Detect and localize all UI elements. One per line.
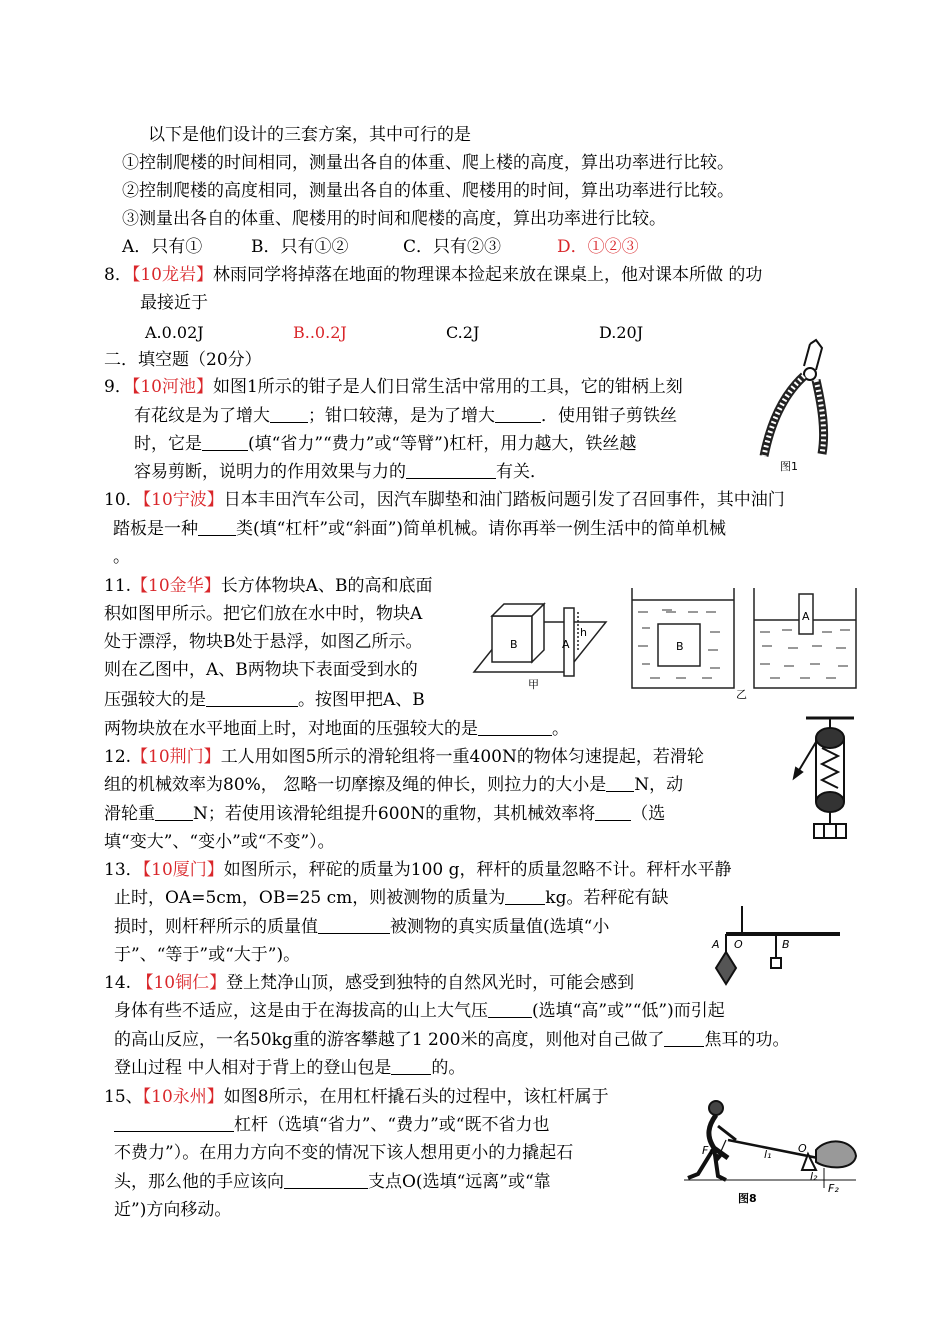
q15-line-5: 近”)方向移动。: [114, 1200, 232, 1220]
question-number: 8．: [104, 265, 132, 285]
q7-choice-c: C．只有②③: [403, 237, 502, 257]
question-text: 如图所示，秤砣的质量为100 g，秤杆的质量忽略不计。秤杆水平静: [223, 860, 732, 880]
q11-line-5: [104, 689, 425, 711]
text: 。: [552, 719, 569, 739]
text: 类(填“杠杆”或“斜面”)简单机械。请你再举一例生活中的简单机械: [236, 519, 727, 539]
text: 。按图甲把A、B: [298, 690, 425, 710]
figure-label-yi: 乙: [736, 688, 747, 700]
label-b: B: [676, 640, 684, 653]
q12-line-2: [104, 774, 683, 796]
q8-choice-d: D.20J: [599, 323, 644, 342]
text: 组的机械效率为80%， 忽略一切摩擦及绳的伸长，则拉力的大小是: [104, 775, 607, 795]
question-number: 9．: [104, 377, 132, 397]
figure-label-jia: 甲: [528, 678, 539, 691]
q11-line-6: [104, 718, 569, 740]
q8-choice-b: B..0.2J: [293, 323, 347, 342]
q14-line-1: [104, 972, 634, 994]
source-tag: 【10宁波】: [142, 490, 224, 510]
text: 两物块放在水平地面上时，对地面的压强较大的是: [104, 719, 478, 739]
q10-line-1: [104, 489, 785, 511]
label-a: A: [712, 938, 720, 951]
figure-caption: 图1: [780, 460, 798, 473]
question-number: 11.: [104, 576, 132, 596]
q14-line-4: [114, 1057, 465, 1079]
question-text: 日本丰田汽车公司，因汽车脚垫和油门踏板问题引发了召回事件，其中油门: [223, 490, 785, 510]
text: 登山过程 中人相对于背上的登山包是: [114, 1058, 392, 1078]
answer-blank[interactable]: [505, 888, 545, 905]
answer-blank[interactable]: [318, 917, 390, 934]
source-tag: 【10龙岩】: [131, 265, 213, 285]
text: 止时，OA=5cm，OB=25 cm，则被测物的质量为: [114, 888, 506, 908]
source-tag: 【10荆门】: [131, 747, 221, 767]
answer-blank[interactable]: [198, 519, 236, 536]
text: N，动: [634, 775, 684, 795]
pliers-figure: [752, 336, 842, 476]
answer-blank[interactable]: [495, 406, 541, 423]
q7-option-3: ③测量出各自的体重、爬楼用的时间和爬楼的高度，算出功率进行比较。: [122, 209, 666, 229]
lever-figure: [678, 1096, 858, 1206]
q15-line-4: [114, 1171, 551, 1193]
text: 杠杆（选填“省力”、“费力”或“既不省力也: [234, 1115, 550, 1135]
q11-line-2: 积如图甲所示。把它们放在水中时，物块A: [104, 604, 423, 624]
text: 身体有些不适应，这是由于在海拔高的山上大气压: [114, 1001, 488, 1021]
q11-line-4: 则在乙图中，A、B两物块下表面受到水的: [104, 660, 418, 680]
source-tag: 【10厦门】: [142, 860, 224, 880]
q13-line-4: 于”、“等于”或“大于”)。: [114, 945, 301, 965]
label-f2: F₂: [828, 1182, 839, 1195]
answer-blank[interactable]: [606, 775, 634, 792]
q7-option-1: ①控制爬楼的时间相同，测量出各自的体重、爬上楼的高度，算出功率进行比较。: [122, 153, 734, 173]
q9-line-1: [104, 376, 683, 398]
q8-line-2: 最接近于: [140, 293, 208, 313]
q8-line-1: [104, 264, 762, 286]
q8-choice-a: A.0.02J: [145, 323, 204, 342]
source-tag: 【10永州】: [142, 1087, 224, 1107]
answer-blank[interactable]: [270, 406, 308, 423]
answer-blank[interactable]: [391, 1058, 431, 1075]
q10-line-2: [113, 518, 726, 540]
answer-blank[interactable]: [488, 1001, 532, 1018]
answer-blank[interactable]: [664, 1030, 704, 1047]
source-tag: 【10铜仁】: [136, 973, 227, 993]
q7-choice-d: D．①②③: [557, 237, 639, 257]
answer-blank[interactable]: [284, 1172, 368, 1189]
text: 时，它是: [134, 434, 202, 454]
label-b: B: [782, 938, 790, 951]
label-a: A: [802, 610, 810, 623]
text: ．使用钳子剪铁丝: [541, 406, 677, 426]
answer-blank[interactable]: [206, 690, 298, 707]
text: 容易剪断，说明力的作用效果与力的: [134, 462, 406, 482]
question-text: 长方体物块A、B的高和底面: [220, 576, 433, 596]
question-text: 工人用如图5所示的滑轮组将一重400N的物体匀速提起，若滑轮: [220, 747, 704, 767]
text: 被测物的真实质量值(选填“小: [390, 917, 610, 937]
label-f1: F₁: [702, 1144, 713, 1157]
q7-option-2: ②控制爬楼的高度相同，测量出各自的体重、爬楼用的时间，算出功率进行比较。: [122, 181, 734, 201]
q15-line-2: [114, 1114, 549, 1136]
q13-line-1: [104, 859, 732, 881]
label-l1: l₁: [764, 1148, 772, 1161]
text: 踏板是一种: [113, 519, 198, 539]
q12-line-1: [104, 746, 704, 768]
text: 的。: [431, 1058, 466, 1078]
section-title: 二．填空题（20分）: [104, 350, 262, 370]
answer-blank[interactable]: [406, 462, 496, 479]
question-text: 如图8所示，在用杠杆撬石头的过程中，该杠杆属于: [223, 1087, 609, 1107]
text: 支点O(选填“远离”或“靠: [368, 1172, 551, 1192]
label-h: h: [580, 626, 587, 639]
q10-line-3: 。: [113, 547, 130, 567]
text: N；若使用该滑轮组提升600N的重物，其机械效率将: [193, 804, 596, 824]
q14-line-2: [114, 1000, 725, 1022]
q9-line-2: [134, 405, 677, 427]
q9-line-3: [134, 433, 636, 455]
text: 压强较大的是: [104, 690, 206, 710]
answer-blank[interactable]: [114, 1115, 234, 1132]
label-b: B: [510, 638, 518, 651]
text: 头，那么他的手应该向: [114, 1172, 284, 1192]
label-o: O: [798, 1142, 807, 1155]
figure-caption: 图8: [738, 1192, 757, 1205]
q14-line-3: [114, 1029, 789, 1051]
q13-line-3: [114, 916, 609, 938]
q11-line-3: 处于漂浮，物块B处于悬浮，如图乙所示。: [104, 632, 423, 652]
text: 滑轮重: [104, 804, 155, 824]
label-l2: l₂: [810, 1170, 818, 1183]
q9-line-4: [134, 461, 547, 483]
q11-line-1: [104, 575, 432, 597]
text: (填“省力”“费力”或“等臂”)杠杆，用力越大，铁丝越: [248, 434, 637, 454]
question-text: 如图1所示的钳子是人们日常生活中常用的工具，它的钳柄上刻: [212, 377, 683, 397]
text: 有关．: [496, 462, 547, 482]
q15-line-3: 不费力”）。在用力方向不变的情况下该人想用更小的力撬起石: [114, 1143, 574, 1163]
q7-choice-a: A．只有①: [122, 237, 203, 257]
label-a: A: [562, 638, 570, 651]
answer-blank[interactable]: [202, 434, 248, 451]
question-number: 13．: [104, 860, 143, 880]
blocks-figure: [466, 582, 876, 700]
q8-choice-c: C.2J: [446, 323, 480, 342]
steelyard-figure: [706, 904, 846, 988]
answer-blank[interactable]: [155, 804, 193, 821]
text: ；钳口较薄，是为了增大: [308, 406, 495, 426]
question-text: 林雨同学将掉落在地面的物理课本捡起来放在课桌上，他对课本所做 的功: [212, 265, 763, 285]
text: 的高山反应，一名50kg重的游客攀越了1 200米的高度，则他对自己做了: [114, 1030, 665, 1050]
question-number: 15、: [104, 1087, 143, 1107]
question-number: 14.: [104, 973, 132, 993]
q7-choice-b: B．只有①②: [251, 237, 349, 257]
text: kg。若秤砣有缺: [545, 888, 669, 908]
text: （选: [631, 804, 666, 824]
text: (选填“高”或”“低”)而引起: [532, 1001, 725, 1021]
source-tag: 【10金华】: [131, 576, 221, 596]
answer-blank[interactable]: [595, 804, 631, 821]
question-text: 登上梵净山顶，感受到独特的自然风光时，可能会感到: [226, 973, 635, 993]
question-number: 12.: [104, 747, 132, 767]
answer-blank[interactable]: [478, 719, 552, 736]
source-tag: 【10河池】: [131, 377, 213, 397]
q12-line-4: 填“变大”、“变小”或“不变”）。: [104, 832, 335, 852]
q12-line-3: [104, 803, 665, 825]
q7-intro: 以下是他们设计的三套方案，其中可行的是: [148, 125, 471, 145]
q13-line-2: [114, 887, 668, 909]
pulley-figure: [792, 712, 862, 842]
question-number: 10．: [104, 490, 143, 510]
q15-line-1: [104, 1086, 609, 1108]
text: 焦耳的功。: [704, 1030, 790, 1050]
text: 损时，则杆秤所示的质量值: [114, 917, 318, 937]
text: 有花纹是为了增大: [134, 406, 270, 426]
label-o: O: [734, 938, 743, 951]
